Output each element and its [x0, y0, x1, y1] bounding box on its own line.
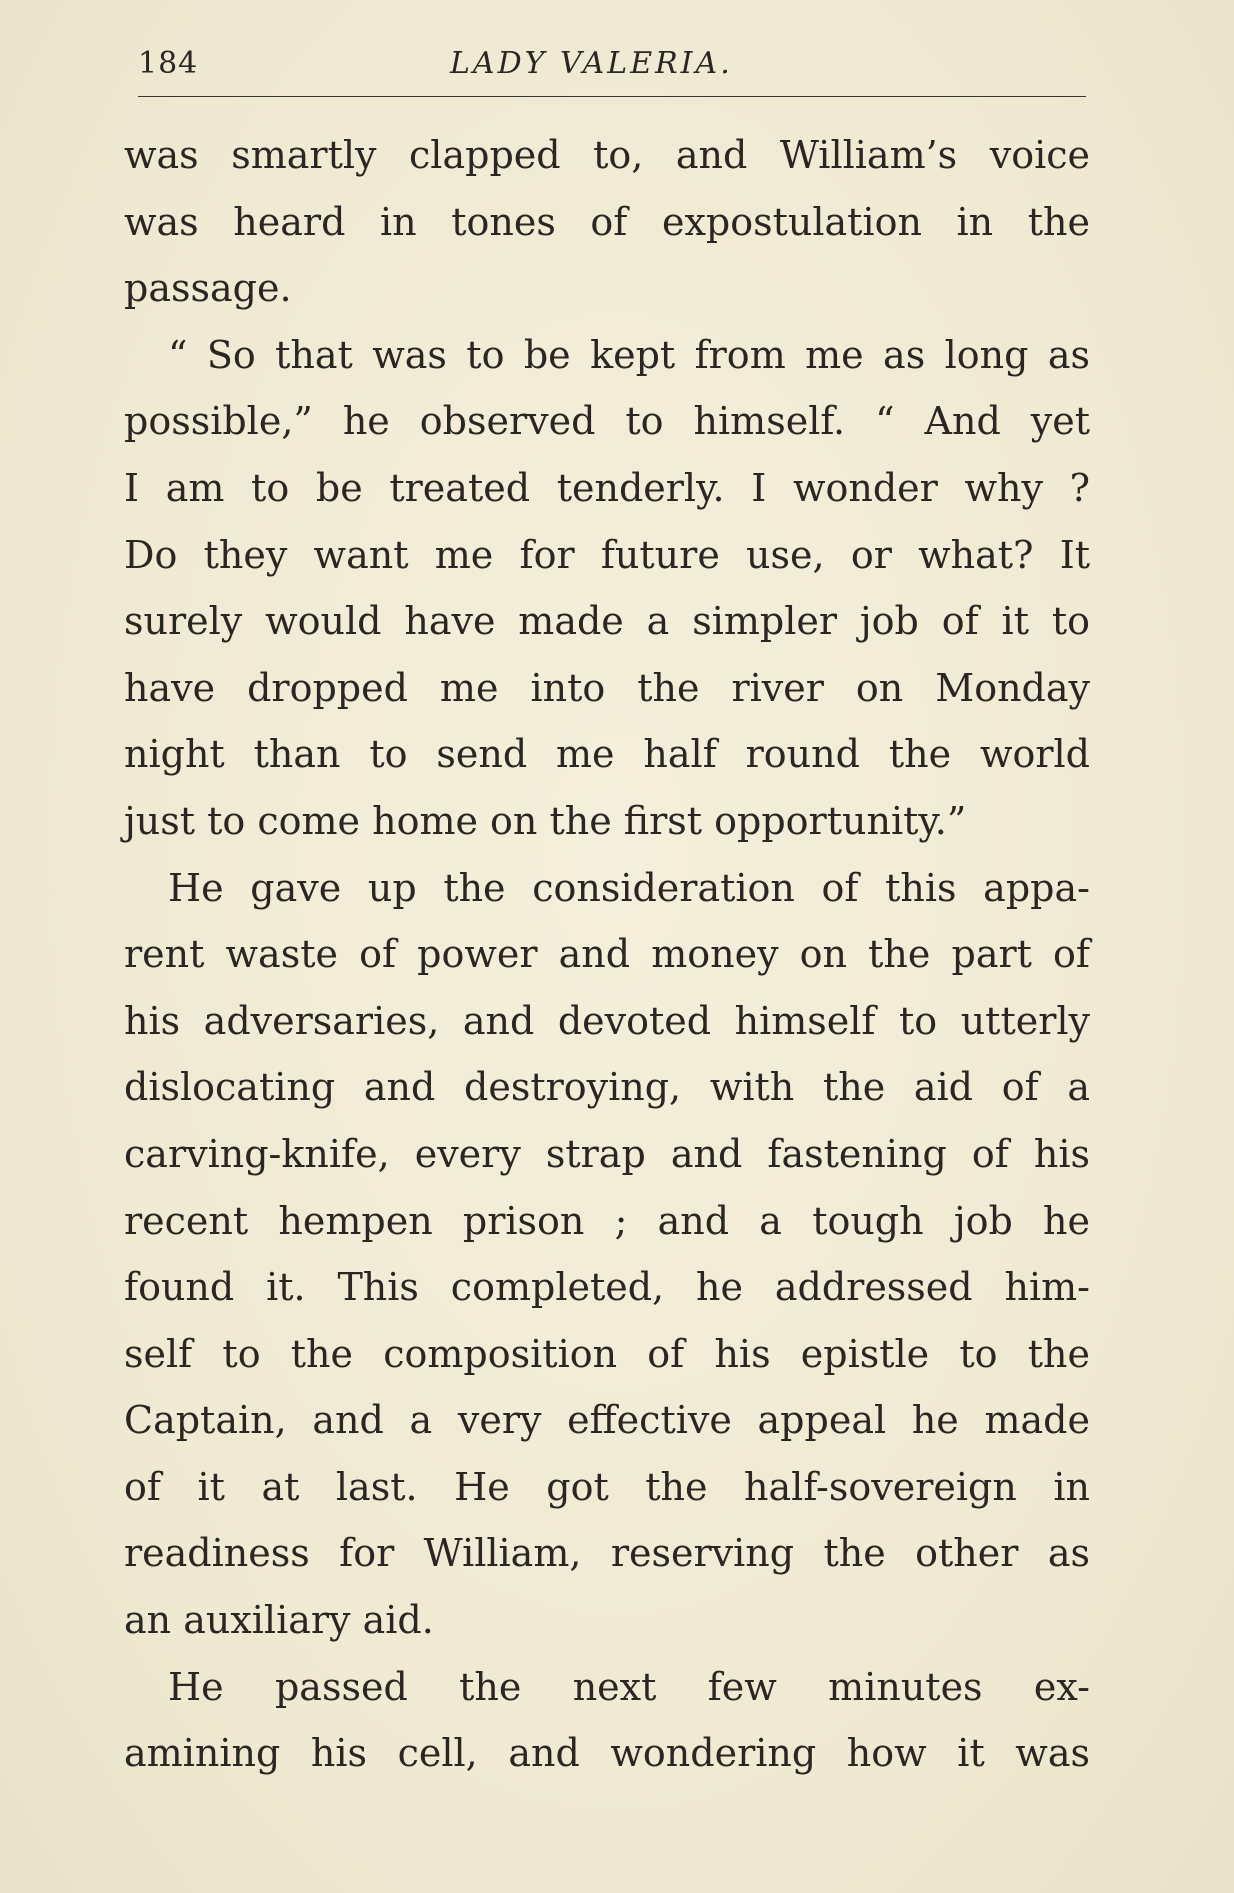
- text-line: passage.: [124, 266, 292, 311]
- text-line: Captain, and a very effective appeal he made: [124, 1398, 1090, 1443]
- text-line: found it. This completed, he addressed him-: [124, 1265, 1090, 1310]
- text-line: his adversaries, and devoted himself to utterly: [124, 998, 1090, 1043]
- text-line: an auxiliary aid.: [124, 1598, 434, 1643]
- running-head: [138, 46, 1088, 86]
- text-line: was smartly clapped to, and William’s voice: [124, 133, 1090, 177]
- running-title: LADY VALERIA.: [450, 46, 733, 81]
- text-line: dislocating and destroying, with the aid of a: [124, 1065, 1090, 1110]
- header-rule: [138, 96, 1086, 97]
- text-line: self to the composition of his epistle to the: [124, 1331, 1090, 1376]
- text-line: have dropped me into the river on Monday: [124, 665, 1090, 710]
- body-text: [124, 122, 1090, 1787]
- text-line: possible,” he observed to himself. “ And yet: [124, 399, 1090, 444]
- text-line: of it at last. He got the half-sovereign in: [124, 1464, 1090, 1509]
- text-line: night than to send me half round the world: [124, 732, 1090, 777]
- text-line: “ So that was to be kept from me as long as: [168, 332, 1090, 377]
- text-line: recent hempen prison ; and a tough job he: [124, 1198, 1090, 1243]
- text-line: readiness for William, reserving the other as: [124, 1531, 1090, 1576]
- page-number: 184: [138, 46, 199, 81]
- text-line: He passed the next few minutes ex-: [168, 1664, 1090, 1709]
- text-line: surely would have made a simpler job of it to: [124, 599, 1090, 644]
- text-line: I am to be treated tenderly. I wonder why ?: [124, 465, 1090, 510]
- text-line: amining his cell, and wondering how it was: [124, 1731, 1090, 1776]
- text-line: rent waste of power and money on the part of: [124, 932, 1090, 977]
- text-line: just to come home on the first opportunity.”: [124, 798, 967, 843]
- text-line: was heard in tones of expostulation in the: [124, 199, 1090, 244]
- text-line: He gave up the consideration of this appa-: [168, 865, 1090, 910]
- text-line: Do they want me for future use, or what? It: [124, 532, 1090, 577]
- text-line: carving-knife, every strap and fastening of his: [124, 1131, 1090, 1176]
